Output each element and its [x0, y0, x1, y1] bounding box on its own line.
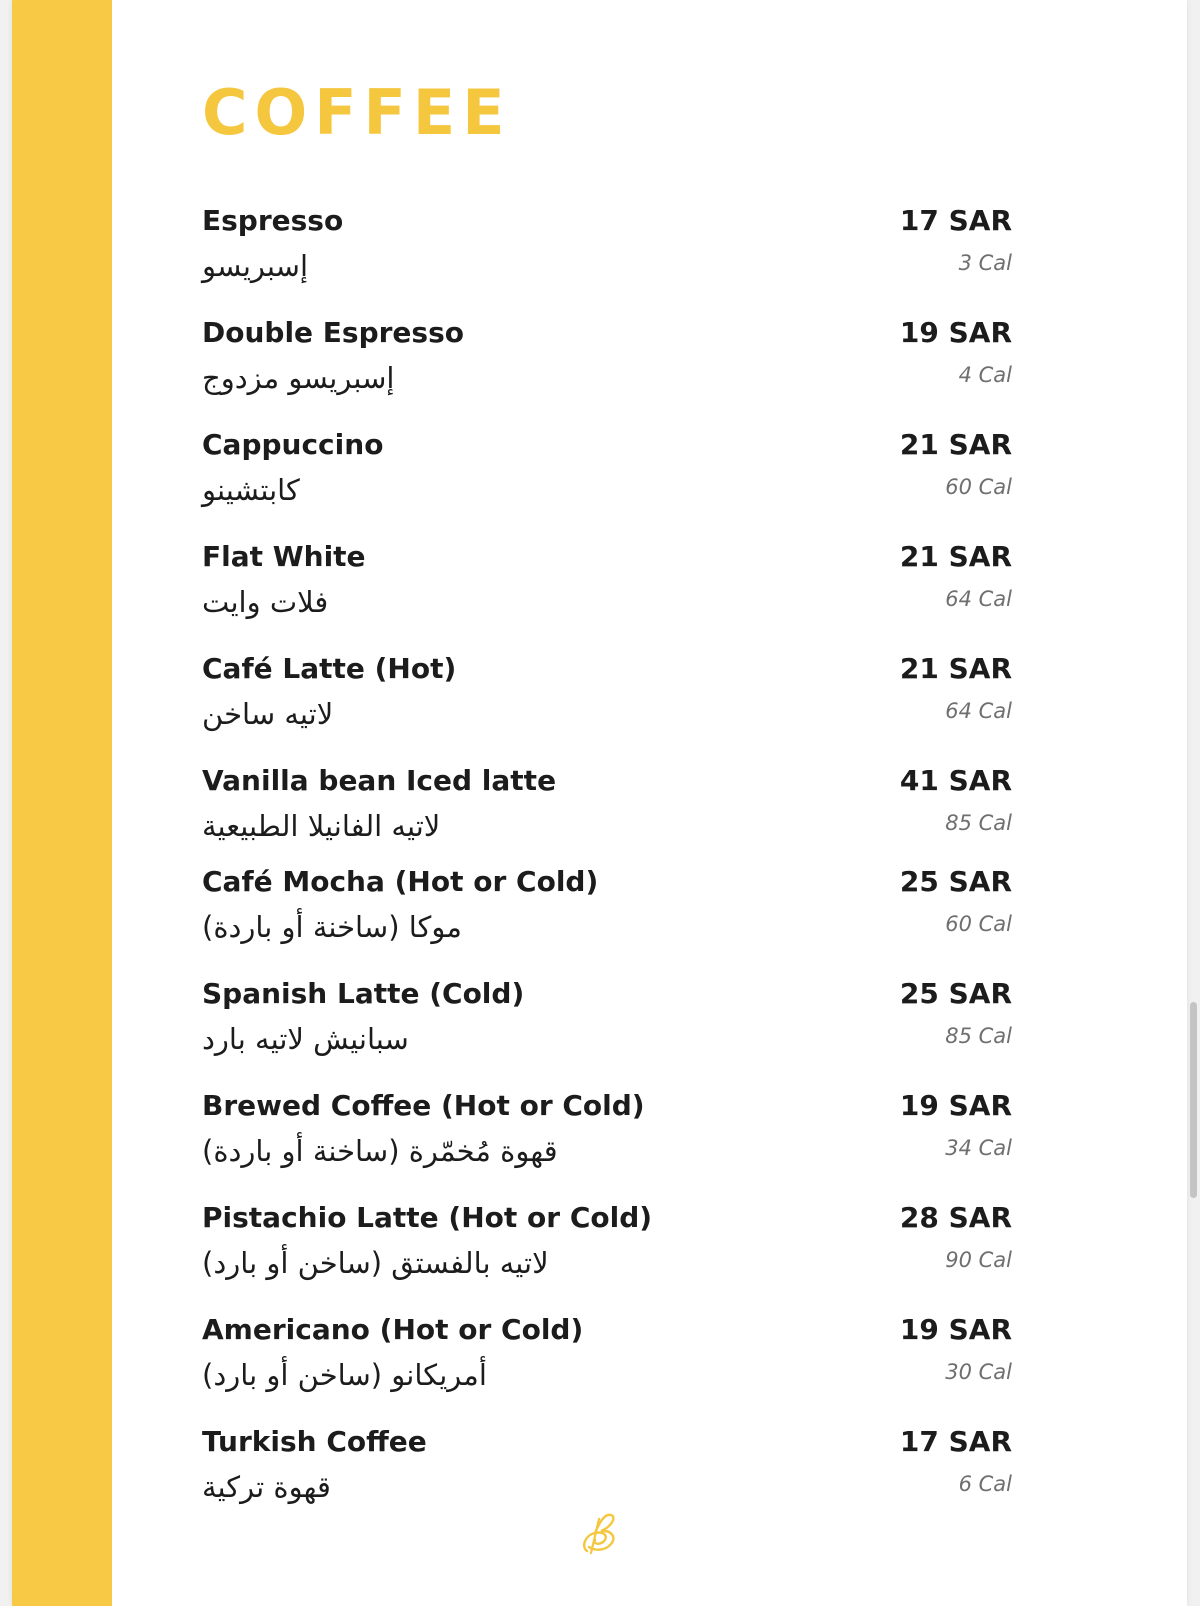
menu-item [202, 316, 1012, 428]
menu-item [202, 1201, 1012, 1313]
b-monogram-logo-icon [575, 1509, 623, 1557]
menu-item [202, 764, 1012, 865]
item-name-en: Café Mocha (Hot or Cold) [202, 865, 599, 898]
item-price: 19 SAR [899, 1313, 1012, 1346]
item-price: 19 SAR [899, 1089, 1012, 1122]
item-price: 17 SAR [899, 204, 1012, 237]
section-title: COFFEE [202, 76, 512, 149]
item-calories: 60 Cal [945, 912, 1012, 936]
item-name-ar: إسبريسو مزدوج [202, 361, 395, 395]
item-price: 19 SAR [899, 316, 1012, 349]
menu-item [202, 540, 1012, 652]
item-calories: 60 Cal [945, 475, 1012, 499]
menu-item [202, 428, 1012, 540]
menu-item [202, 1313, 1012, 1425]
item-name-ar: لاتيه بالفستق (ساخن أو بارد) [202, 1246, 549, 1280]
item-name-ar: موكا (ساخنة أو باردة) [202, 910, 462, 944]
item-price: 25 SAR [899, 977, 1012, 1010]
item-calories: 6 Cal [958, 1472, 1012, 1496]
item-name-en: Flat White [202, 540, 366, 573]
item-name-en: Brewed Coffee (Hot or Cold) [202, 1089, 645, 1122]
item-price: 21 SAR [899, 652, 1012, 685]
item-name-en: Café Latte (Hot) [202, 652, 457, 685]
item-name-ar: قهوة تركية [202, 1470, 331, 1504]
item-calories: 34 Cal [945, 1136, 1012, 1160]
item-price: 41 SAR [899, 764, 1012, 797]
item-name-en: Turkish Coffee [202, 1425, 427, 1458]
item-name-en: Vanilla bean Iced latte [202, 764, 557, 797]
item-name-en: Espresso [202, 204, 344, 237]
item-name-ar: كابتشينو [202, 473, 300, 507]
item-name-en: Americano (Hot or Cold) [202, 1313, 584, 1346]
item-name-en: Pistachio Latte (Hot or Cold) [202, 1201, 653, 1234]
scrollbar[interactable] [1188, 0, 1198, 1606]
item-calories: 85 Cal [945, 1024, 1012, 1048]
item-price: 21 SAR [899, 428, 1012, 461]
item-calories: 30 Cal [945, 1360, 1012, 1384]
item-name-en: Double Espresso [202, 316, 464, 349]
item-price: 21 SAR [899, 540, 1012, 573]
menu-list [202, 204, 1012, 1537]
item-calories: 64 Cal [945, 587, 1012, 611]
item-calories: 64 Cal [945, 699, 1012, 723]
menu-page [12, 0, 1187, 1606]
item-calories: 3 Cal [958, 251, 1012, 275]
item-name-ar: لاتيه الفانيلا الطبيعية [202, 809, 441, 843]
item-name-ar: إسبريسو [202, 249, 309, 283]
menu-item [202, 1089, 1012, 1201]
item-name-en: Cappuccino [202, 428, 384, 461]
item-name-ar: أمريكانو (ساخن أو بارد) [202, 1358, 487, 1392]
menu-item [202, 652, 1012, 764]
menu-item [202, 977, 1012, 1089]
scrollbar-thumb[interactable] [1190, 1002, 1197, 1198]
item-calories: 90 Cal [945, 1248, 1012, 1272]
item-price: 28 SAR [899, 1201, 1012, 1234]
item-price: 17 SAR [899, 1425, 1012, 1458]
item-name-ar: قهوة مُخمّرة (ساخنة أو باردة) [202, 1134, 558, 1168]
item-name-ar: لاتيه ساخن [202, 697, 334, 731]
item-name-en: Spanish Latte (Cold) [202, 977, 525, 1010]
item-name-ar: فلات وايت [202, 585, 329, 619]
menu-item [202, 865, 1012, 977]
menu-item [202, 204, 1012, 316]
side-accent-strip [12, 0, 112, 1606]
item-price: 25 SAR [899, 865, 1012, 898]
item-name-ar: سبانيش لاتيه بارد [202, 1022, 409, 1056]
item-calories: 4 Cal [958, 363, 1012, 387]
item-calories: 85 Cal [945, 811, 1012, 835]
